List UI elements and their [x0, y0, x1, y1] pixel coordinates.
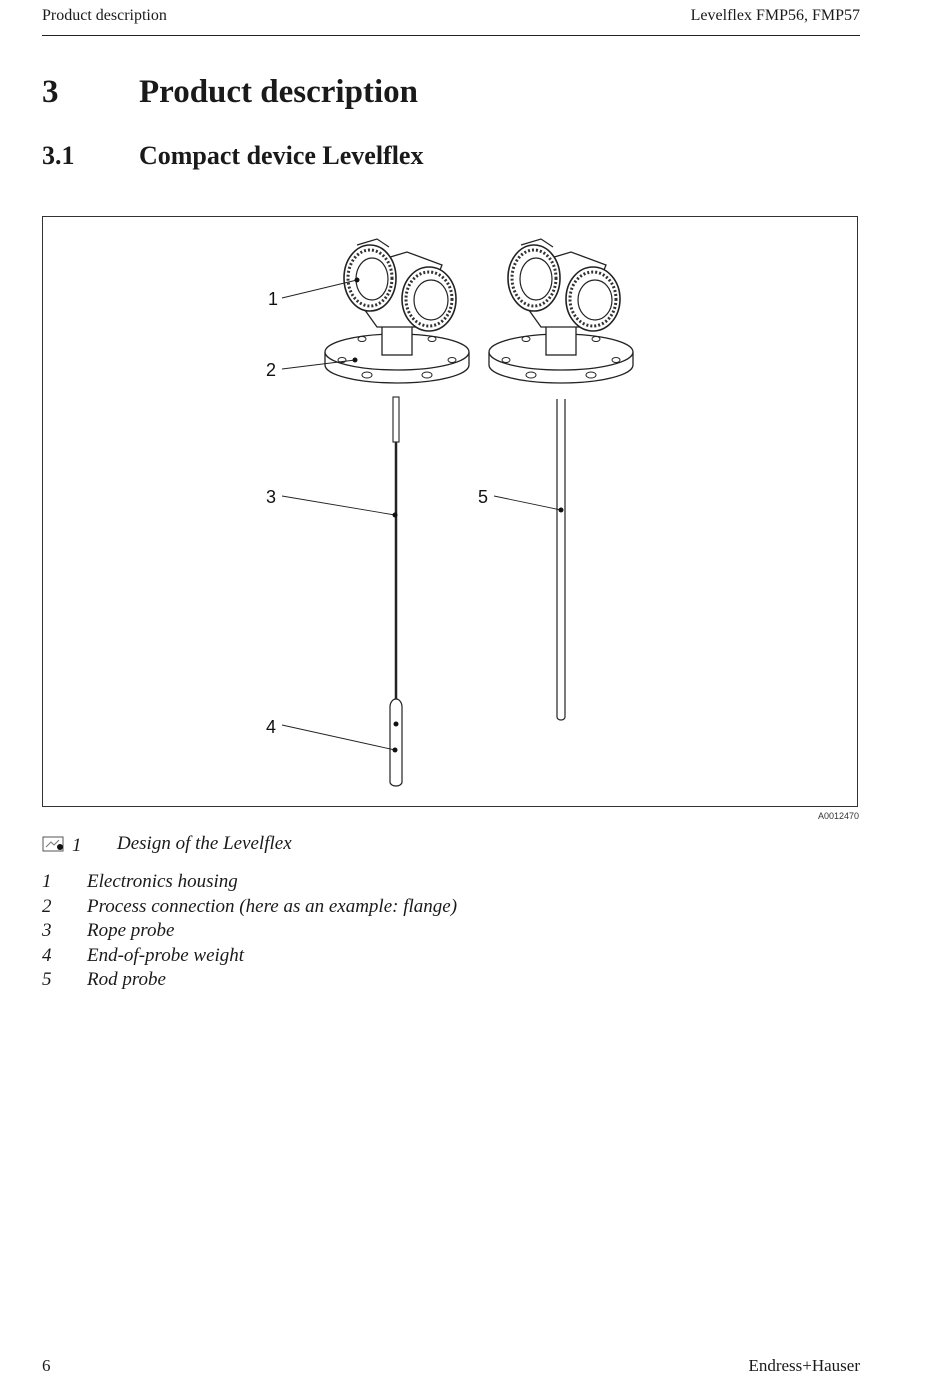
figure-number: 1: [72, 835, 82, 856]
figure-caption-text: Design of the Levelflex: [117, 833, 292, 854]
page-number: 6: [42, 1356, 51, 1375]
legend-text: Rope probe: [87, 920, 175, 941]
legend-text: End-of-probe weight: [87, 944, 245, 966]
chapter-title: Product description: [139, 74, 418, 110]
legend-number: 1: [42, 871, 52, 892]
footer-brand: Endress+Hauser: [748, 1356, 860, 1375]
legend-number: 4: [42, 944, 52, 966]
legend-item: [42, 920, 642, 945]
figure-caption: [42, 833, 542, 857]
callout-4: 4: [266, 717, 277, 737]
legend-number: 2: [42, 895, 52, 917]
legend-item: [42, 896, 642, 921]
callout-1: 1: [268, 289, 279, 309]
legend-item: [42, 969, 642, 994]
callout-3: 3: [266, 487, 277, 507]
section-title: Compact device Levelflex: [139, 141, 424, 170]
legend-number: 3: [42, 920, 52, 941]
callout-2: 2: [266, 360, 277, 380]
chapter-number: 3: [42, 74, 59, 110]
figure-icon: [42, 836, 66, 852]
section-number: 3.1: [42, 141, 75, 170]
levelflex-drawing: [43, 217, 859, 808]
callout-5: 5: [478, 487, 489, 507]
running-header-section: Product description: [42, 7, 167, 24]
running-header-product: Levelflex FMP56, FMP57: [690, 7, 860, 24]
figure-code: A0012470: [817, 811, 859, 821]
header-divider: [42, 35, 860, 36]
legend-item: [42, 945, 642, 970]
levelflex-figure: [42, 216, 858, 807]
legend-item: [42, 871, 642, 896]
legend-text: Process connection (here as an example: flange): [87, 895, 458, 917]
legend-text: Rod probe: [87, 969, 166, 990]
legend-number: 5: [42, 969, 52, 990]
legend-text: Electronics housing: [87, 871, 238, 892]
figure-legend: [42, 871, 642, 994]
